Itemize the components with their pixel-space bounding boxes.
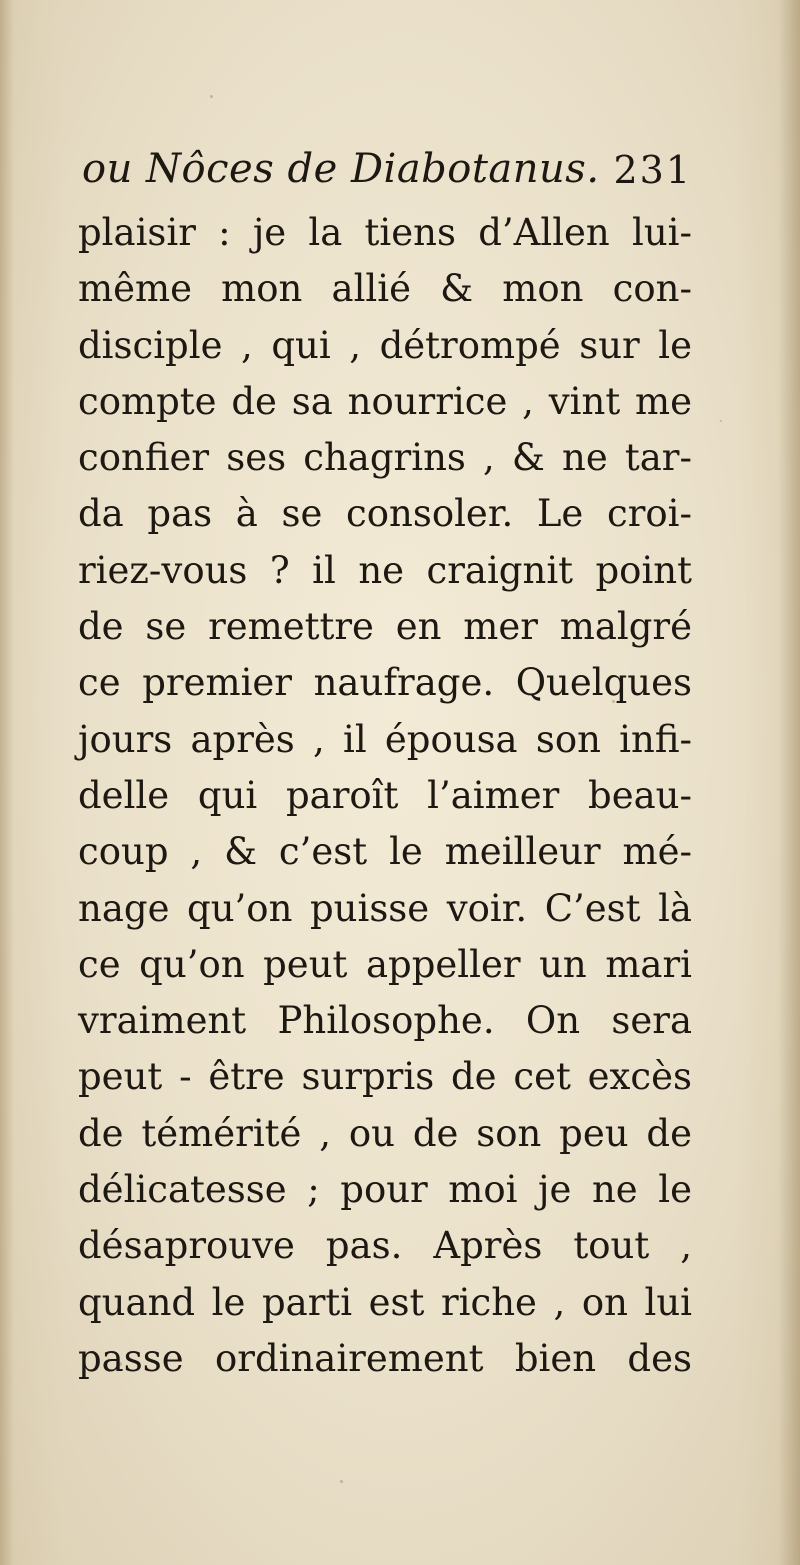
page-number: 231 — [613, 148, 692, 192]
text-line: nage qu’on puisse voir. C’est là — [78, 886, 692, 930]
text-line: vraiment Philosophe. On sera — [78, 999, 692, 1043]
text-line: plaisir : je la tiens d’Allen lui- — [78, 211, 692, 254]
page-edge-shadow-right — [778, 0, 800, 1565]
text-line: de se remettre en mer malgré — [78, 605, 692, 649]
text-line: riez-vous ? il ne craignit point — [78, 548, 692, 592]
text-line: confier ses chagrins , & ne tar- — [78, 436, 692, 480]
text-line: compte de sa nourrice , vint me — [78, 379, 692, 423]
page-edge-shadow-left — [0, 0, 14, 1565]
text-line: coup , & c’est le meilleur mé- — [78, 830, 692, 874]
text-line: passe ordinairement bien des — [78, 1336, 692, 1380]
text-line: da pas à se consoler. Le croi- — [78, 492, 692, 536]
running-header — [80, 140, 692, 200]
text-line: ce premier naufrage. Quelques — [78, 661, 692, 705]
text-line: même mon allié & mon con- — [78, 267, 692, 311]
text-line: peut - être surpris de cet excès — [78, 1055, 692, 1099]
running-title: ou Nôces de Diabotanus. — [82, 146, 600, 192]
text-line: disciple , qui , détrompé sur le — [78, 323, 692, 367]
text-line: ce qu’on peut appeller un mari — [78, 942, 692, 986]
text-line: delle qui paroît l’aimer beau- — [78, 773, 692, 817]
text-line: délicatesse ; pour moi je ne le — [78, 1168, 692, 1212]
text-line: désaprouve pas. Après tout , — [78, 1224, 692, 1268]
text-line: jours après , il épousa son infi- — [78, 717, 692, 761]
body-text — [78, 205, 692, 1387]
text-line: de témérité , ou de son peu de — [78, 1111, 692, 1155]
text-line: quand le parti est riche , on lui — [78, 1280, 692, 1324]
